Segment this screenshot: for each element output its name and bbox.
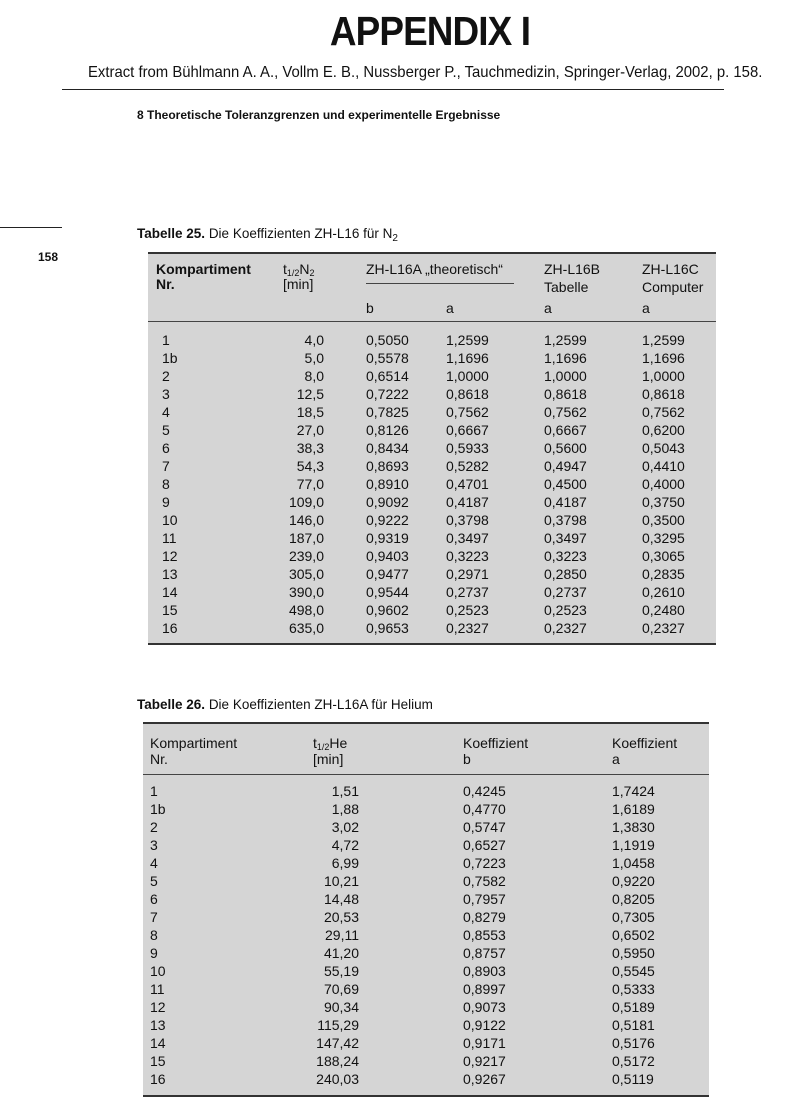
t25-cA-cell: 0,3065 [642, 548, 685, 564]
t25-col-l16c-a [642, 331, 685, 637]
t25-nr-cell: 7 [162, 458, 170, 474]
t25-header-gas-sub: 2 [309, 268, 315, 278]
t26-a-cell: 0,5333 [612, 981, 655, 997]
t25-b-cell: 0,7825 [366, 404, 409, 420]
t26-t-cell: 29,11 [325, 927, 359, 943]
t26-t-cell: 3,02 [331, 819, 359, 835]
t25-nr-cell: 13 [162, 566, 178, 582]
t26-t-cell: 70,69 [323, 981, 359, 997]
t26-t-cell: 90,34 [323, 999, 359, 1015]
t25-t-cell: 635,0 [288, 620, 324, 636]
t26-nr-cell: 13 [150, 1017, 166, 1033]
t25-b-cell: 0,9653 [366, 620, 409, 636]
t26-a-cell: 1,1919 [612, 837, 655, 853]
t25-b-cell: 0,6514 [366, 368, 409, 384]
t26-a-cell: 0,8205 [612, 891, 655, 907]
table26-caption [137, 697, 433, 712]
t25-header-l16b-a: a [544, 300, 552, 316]
t25-col-nr [162, 331, 178, 637]
t25-t-cell: 146,0 [288, 512, 324, 528]
t25-a-cell: 0,2737 [446, 584, 489, 600]
table25-caption-text: Die Koeffizienten ZH-L16 für N [208, 226, 393, 241]
t26-header-koeff-a: Koeffizient [612, 735, 678, 751]
t25-bA-cell: 1,1696 [544, 350, 587, 366]
t26-a-cell: 0,5119 [612, 1071, 654, 1087]
t25-t-cell: 27,0 [296, 422, 324, 438]
table25-caption-label: Tabelle 25. [137, 226, 206, 241]
t26-col-halftime [303, 782, 359, 1088]
t25-bA-cell: 0,3798 [544, 512, 587, 528]
t26-b-cell: 0,8279 [463, 909, 506, 925]
t25-a-cell: 0,3798 [446, 512, 489, 528]
t26-b-cell: 0,8903 [463, 963, 506, 979]
table26-caption-text: Die Koeffizienten ZH-L16A für Helium [208, 697, 433, 712]
t26-b-cell: 0,6527 [463, 837, 506, 853]
t25-a-cell: 0,2971 [446, 566, 489, 582]
t26-t-cell: 10,21 [323, 873, 359, 889]
t26-b-cell: 0,8553 [463, 927, 506, 943]
t25-header-l16c-a: a [642, 300, 650, 316]
t25-nr-cell: 14 [162, 584, 178, 600]
t25-t-cell: 239,0 [288, 548, 324, 564]
appendix-title: APPENDIX I [329, 8, 531, 54]
t25-bA-cell: 0,7562 [544, 404, 587, 420]
t25-bA-cell: 0,2327 [544, 620, 587, 636]
t25-header-nr: Nr. [156, 276, 175, 292]
t25-a-cell: 0,6667 [446, 422, 489, 438]
t25-header-gas: N [299, 261, 310, 277]
t25-a-cell: 1,2599 [446, 332, 489, 348]
t25-t-cell: 498,0 [288, 602, 324, 618]
t25-col-halftime [268, 331, 324, 637]
t26-a-cell: 0,5172 [612, 1053, 655, 1069]
t26-nr-cell: 1b [150, 801, 166, 817]
t25-cA-cell: 0,7562 [642, 404, 685, 420]
page-number: 158 [38, 250, 59, 264]
t26-b-cell: 0,9122 [463, 1017, 506, 1033]
t26-col-a [612, 782, 655, 1088]
t25-header-b: b [366, 300, 374, 316]
t26-header-a: a [612, 751, 620, 767]
t25-header-t-sub: 1/2 [286, 268, 300, 278]
t25-cA-cell: 1,2599 [642, 332, 685, 348]
t25-a-cell: 0,7562 [446, 404, 489, 420]
t25-bA-cell: 0,3223 [544, 548, 587, 564]
t25-cA-cell: 0,2610 [642, 584, 685, 600]
t25-col-b [366, 331, 409, 637]
t26-header-nr: Nr. [150, 751, 168, 767]
t26-t-cell: 55,19 [323, 963, 359, 979]
t25-t-cell: 5,0 [304, 350, 324, 366]
t26-b-cell: 0,7957 [463, 891, 506, 907]
t26-a-cell: 1,7424 [612, 783, 655, 799]
t26-a-cell: 0,5545 [612, 963, 655, 979]
t26-col-b [463, 782, 506, 1088]
t26-nr-cell: 7 [150, 909, 158, 925]
table25-caption-sub: 2 [392, 233, 398, 244]
t26-t-cell: 1,51 [331, 783, 359, 799]
t26-nr-cell: 6 [150, 891, 158, 907]
t26-b-cell: 0,7223 [463, 855, 506, 871]
margin-rule [0, 227, 62, 228]
t26-t-cell: 4,72 [331, 837, 359, 853]
t26-nr-cell: 15 [150, 1053, 166, 1069]
t26-a-cell: 1,0458 [612, 855, 655, 871]
t26-t-cell: 6,99 [331, 855, 359, 871]
t26-t-cell: 20,53 [323, 909, 359, 925]
t25-header-l16a: ZH-L16A „theoretisch“ [366, 261, 503, 277]
t26-b-cell: 0,9217 [463, 1053, 506, 1069]
t25-bA-cell: 0,6667 [544, 422, 587, 438]
t25-bA-cell: 0,4947 [544, 458, 587, 474]
t25-nr-cell: 6 [162, 440, 170, 456]
t25-a-cell: 1,1696 [446, 350, 489, 366]
t25-cA-cell: 0,4410 [642, 458, 685, 474]
t25-b-cell: 0,9602 [366, 602, 409, 618]
t25-t-cell: 38,3 [296, 440, 324, 456]
t25-nr-cell: 3 [162, 386, 170, 402]
t26-header-min: [min] [313, 751, 344, 767]
t25-b-cell: 0,8126 [366, 422, 409, 438]
t26-t-cell: 41,20 [323, 945, 359, 961]
t25-nr-cell: 9 [162, 494, 170, 510]
t25-b-cell: 0,8434 [366, 440, 409, 456]
t26-b-cell: 0,8757 [463, 945, 506, 961]
t26-nr-cell: 5 [150, 873, 158, 889]
t26-b-cell: 0,8997 [463, 981, 506, 997]
t26-b-cell: 0,7582 [463, 873, 506, 889]
t25-col-a [446, 331, 489, 637]
t26-a-cell: 0,5176 [612, 1035, 655, 1051]
t25-b-cell: 0,9319 [366, 530, 409, 546]
t25-nr-cell: 10 [162, 512, 178, 528]
t26-header-rule [143, 774, 709, 775]
t26-a-cell: 1,6189 [612, 801, 655, 817]
t25-a-cell: 0,5933 [446, 440, 489, 456]
t25-cA-cell: 0,3500 [642, 512, 685, 528]
t25-bA-cell: 0,4500 [544, 476, 587, 492]
t26-header-b: b [463, 751, 471, 767]
t25-b-cell: 0,9092 [366, 494, 409, 510]
t25-b-cell: 0,8910 [366, 476, 409, 492]
t26-a-cell: 0,6502 [612, 927, 655, 943]
t26-t-cell: 188,24 [316, 1053, 359, 1069]
t26-header-koeff-b: Koeffizient [463, 735, 529, 751]
t25-a-cell: 0,4701 [446, 476, 489, 492]
t25-b-cell: 0,5578 [366, 350, 409, 366]
t25-nr-cell: 16 [162, 620, 178, 636]
t25-nr-cell: 11 [162, 530, 177, 546]
t26-t-cell: 14,48 [323, 891, 359, 907]
t26-a-cell: 1,3830 [612, 819, 655, 835]
t26-b-cell: 0,4770 [463, 801, 506, 817]
t26-a-cell: 0,7305 [612, 909, 655, 925]
t25-b-cell: 0,9403 [366, 548, 409, 564]
t25-bA-cell: 1,0000 [544, 368, 587, 384]
t25-nr-cell: 8 [162, 476, 170, 492]
table26 [143, 722, 709, 1097]
t25-b-cell: 0,8693 [366, 458, 409, 474]
chapter-heading: 8 Theoretische Toleranzgrenzen und experimentelle Ergebnisse [137, 108, 501, 122]
t26-t-cell: 1,88 [331, 801, 359, 817]
t26-b-cell: 0,9267 [463, 1071, 506, 1087]
t26-b-cell: 0,4245 [463, 783, 506, 799]
t25-bA-cell: 0,8618 [544, 386, 587, 402]
t25-header-min: [min] [283, 276, 314, 292]
t26-b-cell: 0,5747 [463, 819, 506, 835]
t25-nr-cell: 15 [162, 602, 178, 618]
t25-t-cell: 12,5 [296, 386, 324, 402]
t25-l16a-rule [366, 283, 514, 284]
t25-t-cell: 4,0 [304, 332, 324, 348]
t25-a-cell: 0,5282 [446, 458, 489, 474]
t25-header-a: a [446, 300, 454, 316]
t25-header-rule [148, 321, 716, 322]
t26-nr-cell: 14 [150, 1035, 166, 1051]
t25-nr-cell: 1 [162, 332, 170, 348]
t26-nr-cell: 2 [150, 819, 158, 835]
t26-nr-cell: 16 [150, 1071, 166, 1087]
t26-header-t: t [313, 735, 317, 751]
t25-bA-cell: 0,3497 [544, 530, 587, 546]
t25-t-cell: 54,3 [296, 458, 324, 474]
t25-t-cell: 8,0 [304, 368, 324, 384]
t25-cA-cell: 0,6200 [642, 422, 685, 438]
t26-nr-cell: 4 [150, 855, 158, 871]
t26-header-t-sub: 1/2 [316, 742, 330, 752]
t25-a-cell: 0,2523 [446, 602, 489, 618]
t25-t-cell: 187,0 [288, 530, 324, 546]
t25-header-l16c: ZH-L16C [642, 261, 699, 277]
table25-caption [137, 226, 398, 244]
t26-a-cell: 0,5950 [612, 945, 655, 961]
citation-underline [62, 89, 724, 90]
t25-cA-cell: 0,8618 [642, 386, 685, 402]
t26-nr-cell: 10 [150, 963, 166, 979]
t25-header-computer: Computer [642, 279, 704, 295]
t26-nr-cell: 3 [150, 837, 158, 853]
t25-cA-cell: 0,4000 [642, 476, 685, 492]
table25 [148, 252, 716, 645]
t25-bA-cell: 0,5600 [544, 440, 587, 456]
t25-col-l16b-a [544, 331, 587, 637]
t25-nr-cell: 12 [162, 548, 178, 564]
t25-bA-cell: 0,2737 [544, 584, 587, 600]
t26-col-nr [150, 782, 166, 1088]
t25-a-cell: 0,4187 [446, 494, 489, 510]
t25-t-cell: 18,5 [296, 404, 324, 420]
t25-a-cell: 0,3223 [446, 548, 489, 564]
t26-b-cell: 0,9171 [463, 1035, 506, 1051]
t26-header-kompartiment: Kompartiment [150, 735, 238, 751]
t26-a-cell: 0,5189 [612, 999, 655, 1015]
t25-cA-cell: 0,2835 [642, 566, 685, 582]
t25-cA-cell: 0,3295 [642, 530, 685, 546]
t25-cA-cell: 0,5043 [642, 440, 685, 456]
t25-a-cell: 0,2327 [446, 620, 489, 636]
t25-b-cell: 0,9477 [366, 566, 409, 582]
t26-t-cell: 240,03 [316, 1071, 359, 1087]
t25-t-cell: 77,0 [296, 476, 324, 492]
t26-nr-cell: 11 [150, 981, 165, 997]
t25-a-cell: 0,3497 [446, 530, 489, 546]
t25-bA-cell: 0,2850 [544, 566, 587, 582]
citation: Extract from Bühlmann A. A., Vollm E. B., Nussberger P., Tauchmedizin, Springer-Verlag, 2002, p. 158. [88, 64, 763, 81]
t26-b-cell: 0,9073 [463, 999, 506, 1015]
t25-cA-cell: 0,2480 [642, 602, 685, 618]
t25-cA-cell: 1,1696 [642, 350, 685, 366]
t25-b-cell: 0,7222 [366, 386, 409, 402]
t25-bA-cell: 1,2599 [544, 332, 587, 348]
t25-cA-cell: 0,2327 [642, 620, 685, 636]
t25-t-cell: 390,0 [288, 584, 324, 600]
t25-t-cell: 109,0 [288, 494, 324, 510]
t25-header-kompartiment: Kompartiment [156, 261, 251, 277]
t25-header-l16b: ZH-L16B [544, 261, 601, 277]
t26-t-cell: 147,42 [316, 1035, 359, 1051]
t25-cA-cell: 0,3750 [642, 494, 685, 510]
t26-a-cell: 0,9220 [612, 873, 655, 889]
t25-b-cell: 0,5050 [366, 332, 409, 348]
t26-nr-cell: 8 [150, 927, 158, 943]
t25-bA-cell: 0,4187 [544, 494, 587, 510]
t25-a-cell: 0,8618 [446, 386, 489, 402]
t25-nr-cell: 2 [162, 368, 170, 384]
t26-header-gas: He [329, 735, 348, 751]
t25-header-tabelle: Tabelle [544, 279, 589, 295]
t26-nr-cell: 12 [150, 999, 166, 1015]
t25-bA-cell: 0,2523 [544, 602, 587, 618]
table26-caption-label: Tabelle 26. [137, 697, 206, 712]
t25-header-t: t [283, 261, 287, 277]
t25-b-cell: 0,9544 [366, 584, 409, 600]
t25-nr-cell: 5 [162, 422, 170, 438]
t25-b-cell: 0,9222 [366, 512, 409, 528]
t25-a-cell: 1,0000 [446, 368, 489, 384]
t26-nr-cell: 9 [150, 945, 158, 961]
t25-nr-cell: 1b [162, 350, 178, 366]
t25-t-cell: 305,0 [288, 566, 324, 582]
t26-a-cell: 0,5181 [612, 1017, 655, 1033]
t26-nr-cell: 1 [150, 783, 158, 799]
t26-t-cell: 115,29 [317, 1017, 359, 1033]
t25-cA-cell: 1,0000 [642, 368, 685, 384]
t25-nr-cell: 4 [162, 404, 170, 420]
